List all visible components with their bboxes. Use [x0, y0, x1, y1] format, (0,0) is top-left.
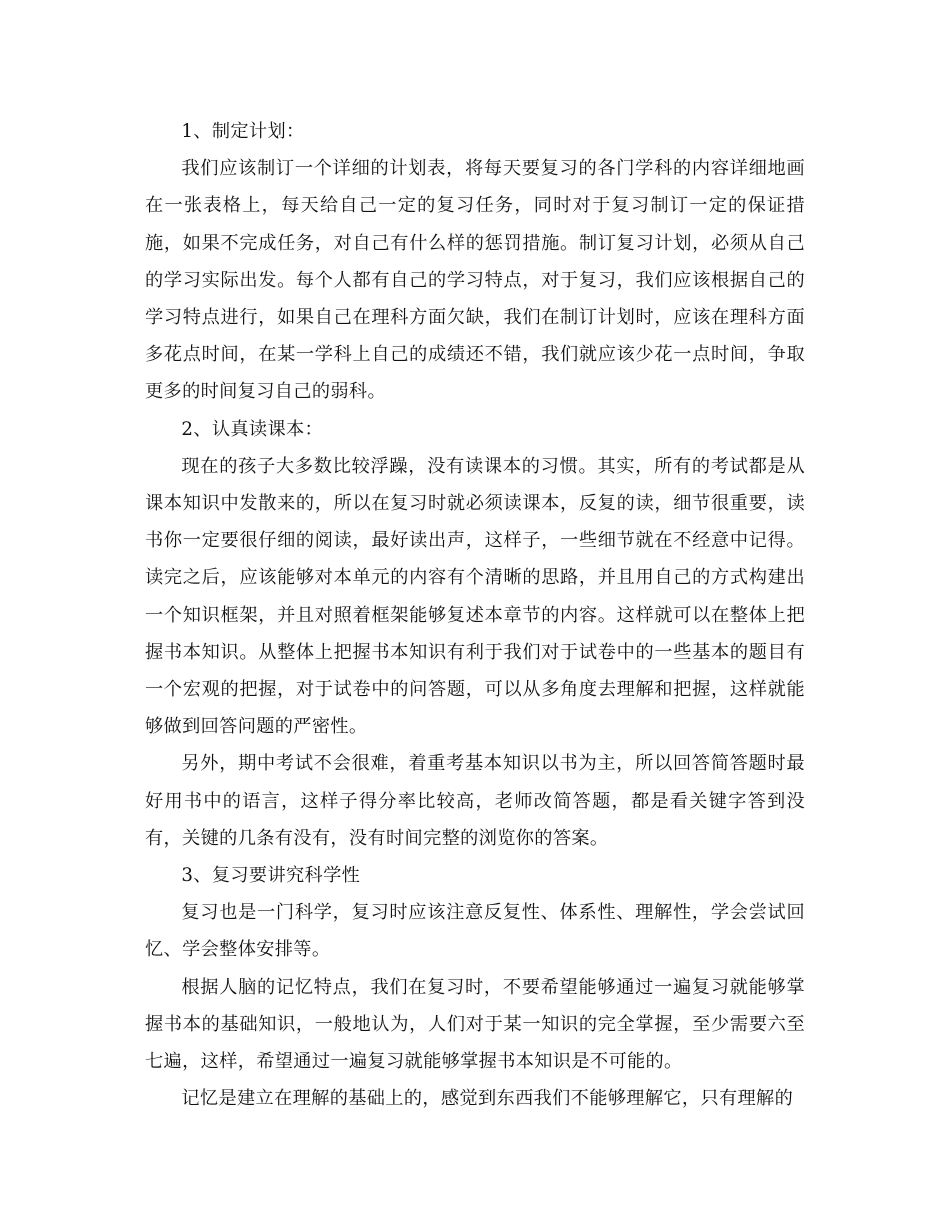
- paragraph-midterm-exam: 另外，期中考试不会很难，着重考基本知识以书为主，所以回答简答题时最好用书中的语言，这样子得分率比较高，老师改简答题，都是看关键字答到没有，关键的几条有没有，没有时间完整的浏览你的答案。: [145, 753, 805, 849]
- paragraph-memory-understanding: 记忆是建立在理解的基础上的，感觉到东西我们不能够理解它，只有理解的: [181, 1088, 794, 1110]
- paragraph-review-science: 复习也是一门科学，复习时应该注意反复性、体系性、理解性，学会尝试回忆、学会整体安排等。: [145, 902, 805, 961]
- paragraph-plan-details: 我们应该制订一个详细的计划表，将每天要复习的各门学科的内容详细地画在一张表格上，每天给自己一定的复习任务，同时对于复习制订一定的保证措施，如果不完成任务，对自己有什么样的惩罚措施。制订复习计划，必须从自己的学习实际出发。每个人都有自己的学习特点，对于复习，我们应该根据自己的学习特点进行，如果自己在理科方面欠缺，我们在制订计划时，应该在理科方面多花点时间，在某一学科上自己的成绩还不错，我们就应该少花一点时间，争取更多的时间复习自己的弱科。: [145, 158, 805, 403]
- heading-scientific-review: 3、复习要讲究科学性: [181, 865, 361, 887]
- heading-make-plan: 1、制定计划：: [181, 121, 305, 142]
- heading-read-textbook: 2、认真读课本：: [181, 418, 324, 440]
- paragraph-read-textbook: 现在的孩子大多数比较浮躁，没有读课本的习惯。其实，所有的考试都是从课本知识中发散来的，所以在复习时就必须读课本，反复的读，细节很重要，读书你一定要很仔细的阅读，最好读出声，这样子，一些细节就在不经意中记得。读完之后，应该能够对本单元的内容有个清晰的思路，并且用自己的方式构建出一个知识框架，并且对照着框架能够复述本章节的内容。这样就可以在整体上把握书本知识。从整体上把握书本知识有利于我们对于试卷中的一些基本的题目有一个宏观的把握，对于试卷中的问答题，可以从多角度去理解和把握，这样就能够做到回答问题的严密性。: [145, 455, 805, 738]
- document-body: [145, 113, 805, 1117]
- paragraph-memory-features: 根据人脑的记忆特点，我们在复习时，不要希望能够通过一遍复习就能够掌握书本的基础知识，一般地认为，人们对于某一知识的完全掌握，至少需要六至七遍，这样，希望通过一遍复习就能够掌握书本知识是不可能的。: [145, 976, 805, 1073]
